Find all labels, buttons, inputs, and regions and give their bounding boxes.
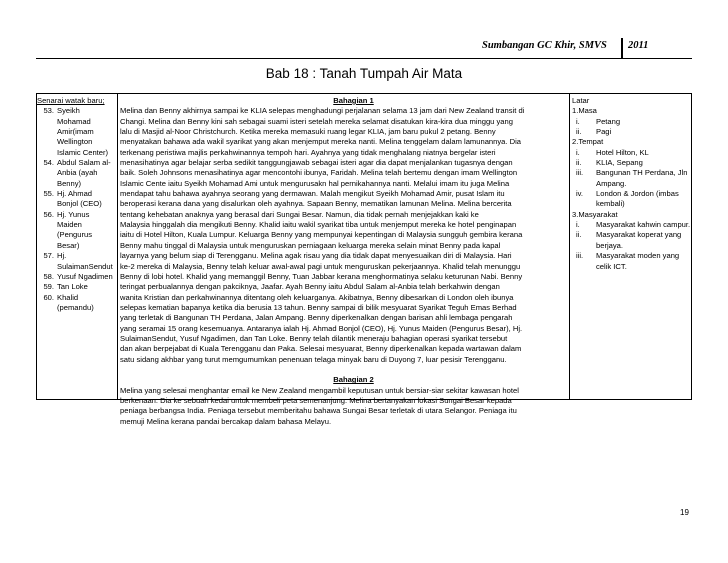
setting-item [572, 251, 692, 272]
setting-item-text [596, 148, 692, 158]
synopsis-line: satu sidang akhbar yang turut memgumumkan penenuan telaga minyak baru di Duyong 7, luar pesisir Terengganu. [120, 354, 507, 364]
setting-item [572, 168, 692, 189]
character-name-line: Hj. Ahmad [57, 189, 93, 199]
setting-item-text [596, 158, 692, 168]
synopsis-line: menasihatinya agar belajar serba sedikit tanggungjawab sebagai isteri agar dia dapat menjalankan tugasnya dengan [120, 158, 513, 168]
setting-item-line: Masyarakat koperat yang [596, 230, 682, 240]
character-item [37, 282, 117, 292]
synopsis-line: Benny mahu tinggal di Malaysia untuk menguruskan perniagaan keluarga mereka selain minat Benny pada kapal [120, 240, 501, 250]
setting-item-text [596, 230, 692, 251]
character-list-heading: Senarai watak baru; [37, 96, 105, 105]
synopsis-line: selepas kematian bapanya ketika dia berusia 13 tahun. Benny sampai di bilik mesyuarat Syarikat Teguh Emas Berhad [120, 302, 517, 312]
synopsis-line: lalu di Masjid al-Noor Christchurch. Ketika mereka memasuki ruang legar KLIA, jam baru pukul 2 petang. Benny [120, 127, 496, 137]
character-name-line: (Pengurus [57, 230, 93, 240]
character-name-line: Benny) [57, 178, 82, 188]
character-name-line: Abdul Salam al- [57, 158, 111, 168]
character-item [37, 272, 117, 282]
setting-item-number: iii. [576, 251, 584, 261]
header-rule [36, 58, 692, 59]
setting-item-number: i. [576, 116, 580, 126]
character-name [57, 158, 117, 189]
setting-item-text [596, 117, 692, 127]
setting-item-text [596, 127, 692, 137]
setting-item-number: iii. [576, 168, 584, 178]
character-item [37, 189, 117, 210]
page-number: 19 [680, 508, 689, 517]
synopsis-line: memuji Melina kerana pandai bercakap dalam bahasa Melayu. [120, 416, 332, 426]
character-name-line: Hj. [57, 251, 67, 261]
setting-item-line: kembali) [596, 199, 625, 209]
setting-item [572, 189, 692, 210]
setting-item-text [596, 251, 692, 272]
setting-item-text [596, 168, 692, 189]
character-name-line: Islamic Center) [57, 147, 109, 157]
character-name [57, 251, 117, 272]
summary-table [36, 93, 692, 426]
character-name-line: Tan Loke [57, 282, 88, 292]
setting-item-line: Ampang. [596, 178, 627, 188]
synopsis-line: ke-2 mereka di Malaysia, Benny telah keluar awal-awal pagi untuk menguruskan pekerjaannya. Khalid telah menunggu [120, 261, 521, 271]
setting-item [572, 127, 692, 137]
character-item [37, 158, 117, 189]
setting-item-number: ii. [576, 127, 582, 137]
setting-item [572, 230, 692, 251]
synopsis-line: layarnya yang belum siap di Terengganu. Melina agak risau yang dia tidak dapat menyesuaikan diri di Malaysia. Hari [120, 251, 512, 261]
setting-item-text [596, 220, 692, 230]
setting-item-line: Masyarakat moden yang [596, 251, 680, 261]
synopsis-line: beroperasi kerana dana yang disalurkan oleh ayahnya. Sapaan Benny, mematikan lamunan Melina. Melina bercerita [120, 199, 512, 209]
character-name-line: Anbia (ayah [57, 168, 98, 178]
character-name-line: SulaimanSendut [57, 261, 113, 271]
synopsis-line: Melina yang selesai menghantar email ke New Zealand mengambil keputusan untuk bersiar-siar sekitar kawasan hotel [120, 385, 519, 395]
setting-section-title: 2.Tempat [572, 137, 604, 147]
character-name-line: Hj. Yunus [57, 209, 90, 219]
setting-item-line: celik ICT. [596, 261, 627, 271]
synopsis-line: yang terletak di Bangunan TH Perdana, Jalan Ampang. Benny diperkenalkan dengan barisan ahli lembaga pengarah [120, 313, 513, 323]
setting-item-line: Masyarakat kahwin campur. [596, 220, 691, 230]
setting-item [572, 220, 692, 230]
character-item [37, 293, 117, 314]
character-name-line: Khalid [57, 292, 79, 302]
character-name [57, 293, 117, 314]
character-name [57, 189, 117, 210]
chapter-title: Bab 18 : Tanah Tumpah Air Mata [265, 66, 463, 81]
character-item [37, 210, 117, 251]
character-item [37, 106, 117, 158]
setting-section-title: 3.Masyarakat [572, 209, 618, 219]
header-credit: Sumbangan GC Khir, SMVS [482, 40, 607, 51]
character-name-line: Bonjol (CEO) [57, 199, 102, 209]
synopsis-line: Melina dan Benny akhirnya sampai ke KLIA selepas menghadungi perjalanan selama 13 jam dari New Zealand transit di [120, 106, 525, 116]
setting-item-line: Petang [596, 116, 621, 126]
setting-item-line: KLIA, Sepang [596, 158, 643, 168]
character-number: 57. [43, 251, 54, 261]
setting-item-number: i. [576, 220, 580, 230]
synopsis-line: SulaimanSendut, Yusuf Ngadimen, dan Tan Loke. Benny telah dilantik meneraju bahagian operasi syarikat tersebut [120, 333, 508, 343]
synopsis-line: yang seramai 15 orang kesemuanya. Antaranya ialah Hj. Ahmad Bonjol (CEO), Hj. Yunus Maiden (Pengurus Besar), Hj. [120, 323, 523, 333]
character-name [57, 272, 117, 282]
character-name-line: Syeikh [57, 106, 80, 116]
synopsis-line: dan akan berpejabat di Kuala Terengganu dan Paka. Selesai mesyuarat, Benny diperkenalkan kepada wartawan dalam [120, 344, 522, 354]
setting-item-line: Bangunan TH Perdana, Jln [596, 168, 688, 178]
setting-heading: Latar [572, 96, 590, 105]
synopsis-line: menyatakan bahawa ada wakil syarikat yang akan menjemput mereka nanti. Melina tenggelam dalam lamunannya. Dia [120, 137, 522, 147]
setting-item-line: berjaya. [596, 240, 624, 250]
character-name-line: Mohamad [57, 116, 91, 126]
setting-item-number: ii. [576, 158, 582, 168]
synopsis-line: tentang kehebatan anaknya yang berasal dari Sungai Besar. Namun, dia tidak pernah menjejakkan kaki ke [120, 209, 479, 219]
setting-list [572, 96, 692, 272]
synopsis [120, 96, 587, 427]
column-divider [117, 94, 118, 399]
synopsis-line: Islamic Cente iaitu Syeikh Mohamad Ami untuk mengurusakn hal pernikahannya nanti. Melalui imam itu juga Melina [120, 178, 510, 188]
character-name [57, 106, 117, 158]
synopsis-line: berkenaan. Dia ke sebuah kedai untuk membeli peta semenanjung. Melina bertanyakan lokasi Sungai Besar kepada [120, 395, 512, 405]
section-heading: Bahagian 2 [333, 375, 374, 385]
section-heading: Bahagian 1 [333, 96, 374, 105]
setting-item-line: London & Jordon (imbas [596, 189, 679, 199]
setting-item-number: i. [576, 147, 580, 157]
header-separator [621, 38, 623, 58]
setting-item [572, 148, 692, 158]
character-item [37, 251, 117, 272]
setting-item [572, 117, 692, 127]
synopsis-line: iaitu di Hotel Hilton, Kuala Lumpur. Keluarga Benny yang mempunyai kepentingan di Malaysia sungguh gembira kerana [120, 230, 523, 240]
character-number: 59. [43, 282, 54, 292]
setting-item-number: ii. [576, 230, 582, 240]
synopsis-line: baik. Soleh Johnsons menasihatinya agar mencontohi ibunya, Faridah. Melina telah bertemu dengan imam Wellington [120, 168, 518, 178]
character-name-line: Wellington [57, 137, 93, 147]
setting-item-text [596, 189, 692, 210]
synopsis-line: mendapat tahu bahawa ayahnya seorang yang dermawan. Malah mengikut Syeikh Mohamad Amir, pusat Islam itu [120, 189, 505, 199]
character-name [57, 282, 117, 292]
setting-item-line: Pagi [596, 127, 612, 137]
character-number: 54. [43, 158, 54, 168]
synopsis-line: Benny di lobi hotel. Khalid yang memanggil Benny, Tuan Jabbar kerana menghormatinya selaku keturunan Nabi. Benny [120, 271, 523, 281]
character-name-line: Besar) [57, 240, 80, 250]
character-name-line: (pemandu) [57, 302, 94, 312]
synopsis-line: teringat perbualannya dengan pakciknya, Jaafar. Ayah Benny iaitu Abdul Salam al-Anbia telah berkahwin dengan [120, 282, 500, 292]
page-header [0, 38, 728, 58]
synopsis-line: Changi. Melina dan Benny kini sah sebagai suami isteri setelah mereka selamat disatukan kira-kira dua minggu yang [120, 116, 513, 126]
header-year: 2011 [628, 40, 649, 51]
character-name-line: Yusuf Ngadimen [57, 271, 113, 281]
setting-item-number: iv. [576, 189, 584, 199]
character-name-line: Maiden [57, 220, 82, 230]
character-number: 60. [43, 292, 54, 302]
setting-item-line: Hotel Hilton, KL [596, 147, 649, 157]
character-name [57, 210, 117, 251]
synopsis-line: terkenang peristiwa majlis perkahwinannya tempoh hari. Ayahnya yang tidak menghalang niatnya bergelar isteri [120, 147, 496, 157]
setting-section-title: 1.Masa [572, 106, 597, 116]
character-number: 53. [43, 106, 54, 116]
character-number: 55. [43, 189, 54, 199]
synopsis-line: peniaga berbangsa India. Peniaga tersebut memberitahu bahawa Sungai Besar terletak di utara Selangor. Peniaga itu [120, 406, 517, 416]
character-number: 56. [43, 209, 54, 219]
setting-item [572, 158, 692, 168]
synopsis-line: wanita Kristian dan perkahwinannya ditentang oleh keluarganya. Akibatnya, Benny dibesarkan di London oleh ibunya [120, 292, 514, 302]
character-name-line: Amir(imam [57, 127, 94, 137]
character-number: 58. [43, 271, 54, 281]
character-list [37, 96, 117, 313]
synopsis-line: Malaysia hinggalah dia mengikuti Benny. Khalid iaitu wakil syarikat tiba untuk menjemput mereka ke hotel penginapan [120, 220, 517, 230]
